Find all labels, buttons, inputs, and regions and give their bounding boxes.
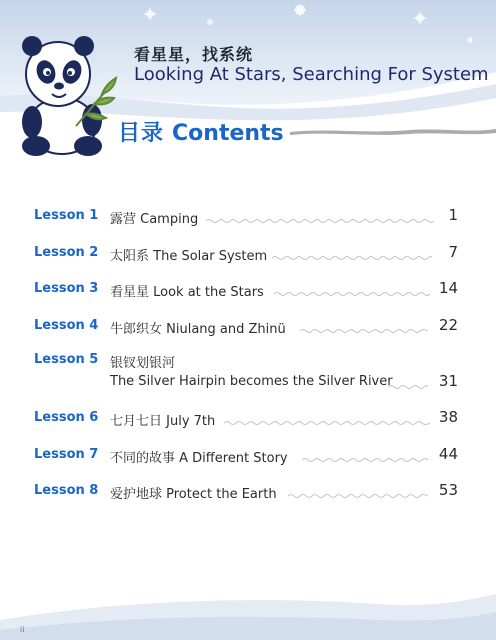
toc-row-lesson-5[interactable] [0,349,496,395]
lesson-title: 牛郎织女 Niulang and Zhinü [110,322,286,337]
page-number: 14 [438,279,458,297]
toc-row-lesson-6[interactable] [0,407,496,431]
panda-mascot-icon [6,30,118,160]
dotted-leader [206,217,434,225]
toc-row-lesson-4[interactable] [0,315,496,339]
page-number: 44 [438,445,458,463]
page-number: 7 [448,243,458,261]
lesson-label: Lesson 4 [34,318,99,333]
book-title-english: Looking At Stars, Searching For System [134,64,489,85]
footer-page-number: ii [20,625,25,634]
lesson-label: Lesson 8 [34,483,99,498]
contents-heading-chinese: 目录 [118,121,165,146]
lesson-title: 七月七日 July 7th [110,414,216,429]
dotted-leader [302,456,428,464]
dotted-leader [388,383,428,391]
page-number: 22 [438,316,458,334]
toc-row-lesson-2[interactable] [0,242,496,266]
dotted-leader [300,327,428,335]
dotted-leader [288,492,428,500]
page-number: 31 [438,372,458,390]
toc-row-lesson-8[interactable] [0,480,496,504]
lesson-label: Lesson 5 [34,352,99,367]
lesson-title: 露营 Camping [110,212,199,227]
contents-heading [118,116,284,146]
lesson-title: 看星星 Look at the Stars [110,285,264,300]
lesson-title: 银钗划银河 [110,356,176,371]
page-number: 1 [448,206,458,224]
lesson-title: 爱护地球 Protect the Earth [110,487,277,502]
page-number: 38 [438,408,458,426]
lesson-title: 太阳系 The Solar System [110,249,268,264]
lesson-title-line-2: The Silver Hairpin becomes the Silver River [110,374,393,389]
lesson-label: Lesson 3 [34,281,99,296]
dotted-leader [224,419,430,427]
contents-heading-english: Contents [172,121,284,146]
lesson-label: Lesson 2 [34,245,99,260]
toc-row-lesson-7[interactable] [0,444,496,468]
dotted-leader [274,290,430,298]
page-number: 53 [438,481,458,499]
toc-row-lesson-3[interactable] [0,278,496,302]
lesson-label: Lesson 7 [34,447,99,462]
lesson-title: 不同的故事 A Different Story [110,451,288,466]
lesson-label: Lesson 1 [34,208,99,223]
heading-brush-rule [290,126,496,136]
lesson-label: Lesson 6 [34,410,99,425]
dotted-leader [272,254,432,262]
footer-background [0,560,496,640]
book-title-chinese: 看星星，找系统 [134,45,254,64]
toc-row-lesson-1[interactable] [0,205,496,229]
